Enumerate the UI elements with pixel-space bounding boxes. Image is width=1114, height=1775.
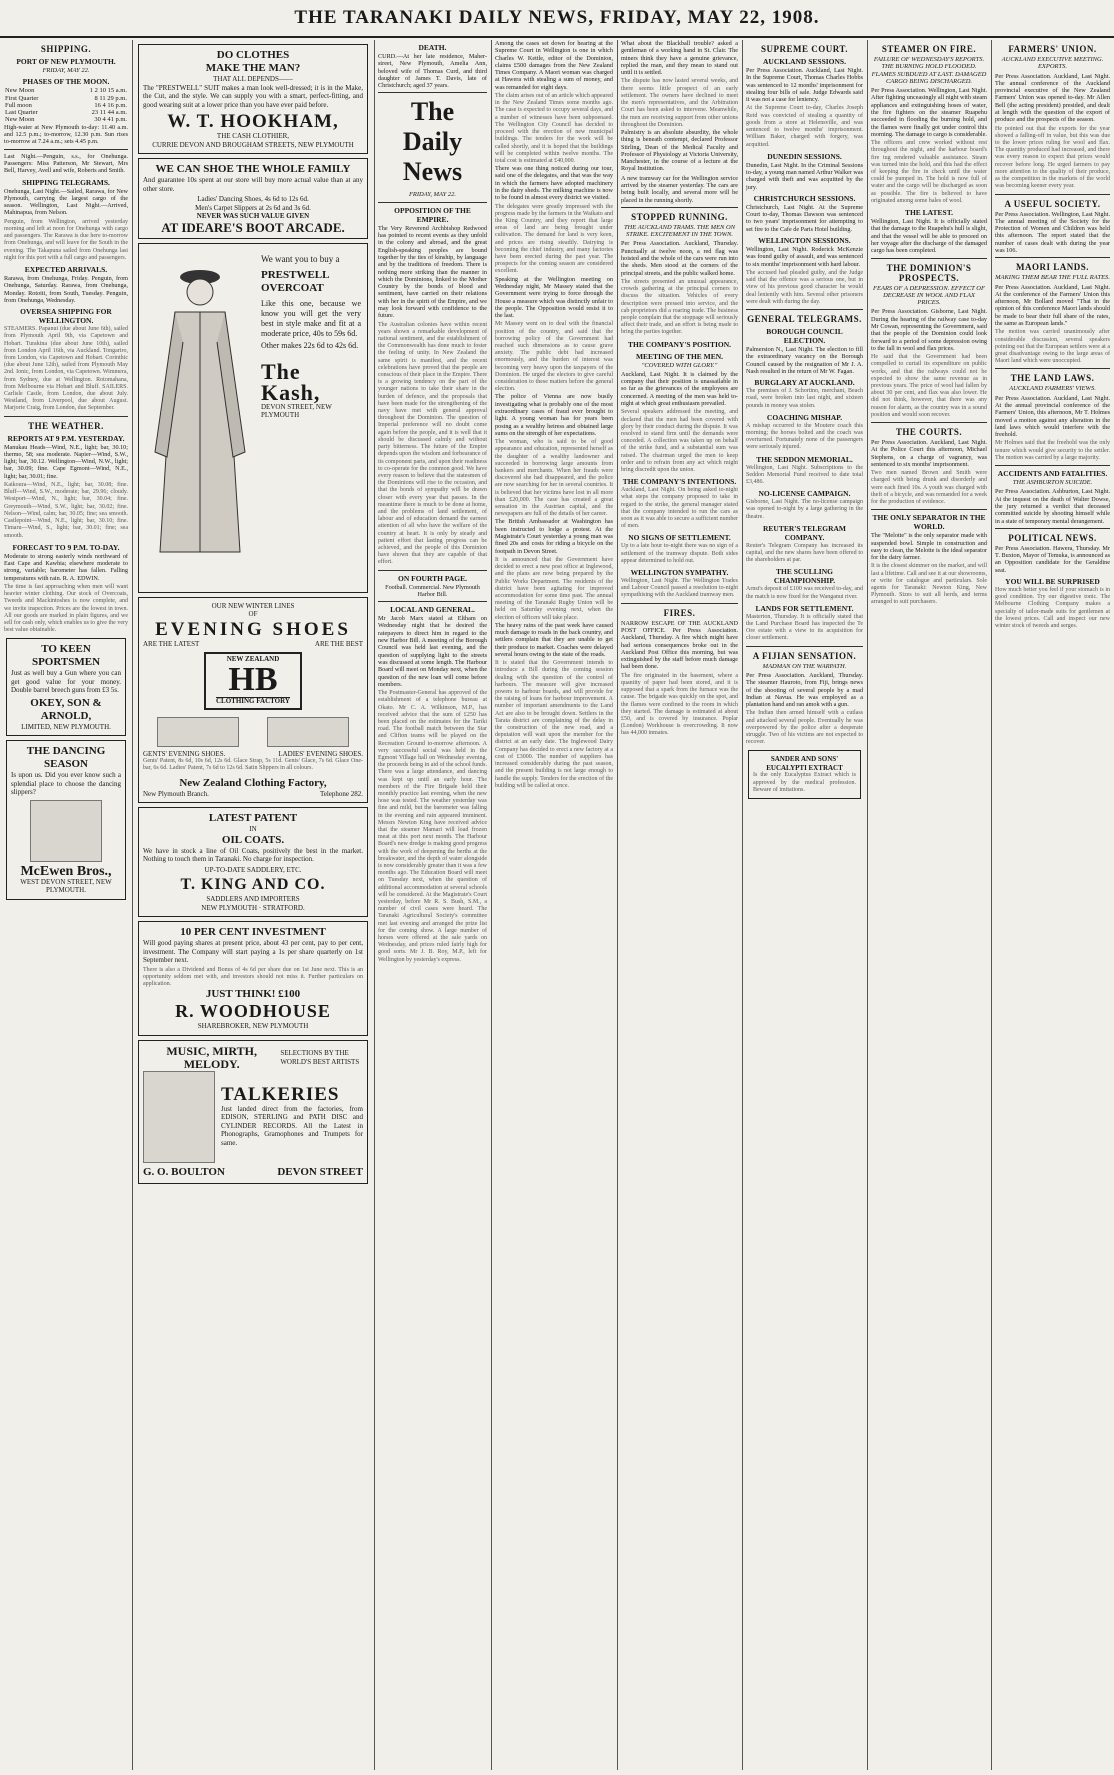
filler-text: The motion was carried unanimously after considerable discussion, several speakers pointing out that the European settlers were at a great disadvantage owing to the large areas of Maori land which were unoccupied. [995,329,1110,365]
news-paragraph: Palmistry is an absolute absurdity, the whole thing is beneath contempt, declared Professor Stirling, Dean of the Medical Faculty and Professor of Physiology at Victoria University, Manchester, in the course of a lecture at the Royal Institution. [621,128,738,173]
christchurch-heading: CHRISTCHURCH SESSIONS. [753,193,856,203]
news-paragraph: Speaking at the Wellington meeting on Wednesday night, Mr Massey stated that the Government were trying to force through the House a measure which was distinctly unfair to the people. The Opposition would resist it to the last. [495,275,613,320]
separator-text: The "Melotte" is the only separator made with suspended bowl. Simple in construction and easy to clean, the Melotte is the ideal separator for the dairy farmer. [871,532,987,562]
filler-text: Gents' Patent, 8s 6d, 10s 6d, 12s 6d. Glace Strap, 5s 11d. Gents' Glace, 7s 6d. Glace One-bar, 6s 6d. Ladies' Patent, 7s 6d to 12s 6d. Satin Slippers in all colours. [143,758,363,772]
column-news-a [495,40,613,1770]
hb-letters: HB [228,661,278,699]
filler-text: He said that the Government had been compelled to curtail its expenditure on public works, and that the railways could not be expected to show the same revenue as in previous years. The price of wool had fallen by about 30 per cent, and flax was also lower. He did not think, however, that there was any reason for alarm, as the country was in a sound position and would soon recover. [871,354,987,418]
company-position-heading: THE COMPANY'S POSITION. [628,339,731,349]
column-steamer [871,40,987,1770]
burglary-heading: BURGLARY AT AUCKLAND. [754,378,855,388]
expected-heading: EXPECTED ARRIVALS. [24,264,108,274]
farmers-text: Per Press Association. Auckland, Last Night. The annual conference of the Auckland provincial executive of the New Zealand Farmers' Union was opened to-day. Mr Allen Bell (the acting president) presided, and dealt at length with the question of the export of produce and the prospects of the season. [995,72,1110,124]
music-sub: SELECTIONS BY THE WORLD'S BEST ARTISTS [280,1049,360,1066]
divider [4,416,128,417]
evening-top: OUR NEW WINTER LINES [211,601,295,610]
news-paragraph: A new tramway car for the Wellington service arrived by the steamer yesterday. The cars are being built locally, and several more will be placed in the running shortly. [621,174,738,204]
shipping-heading: SHIPPING. [40,44,92,54]
fourth-page-items: Football. Commercial. New Plymouth Harbor Bill. [385,583,480,598]
divider [378,202,487,203]
king-ad [138,807,368,917]
dunedin-heading: DUNEDIN SESSIONS. [767,151,842,161]
moon-label: Last Quarter [5,109,38,117]
column-rule [491,40,492,1770]
dominion-text: Per Press Association. Gisborne, Last Night. During the hearing of the railway case to-day Mr Cowan, representing the Government, said that the people of the Dominion could look forward to a period of some depression owing to the fall in wool and flax prices. [871,308,987,352]
intentions-heading: THE COMPANY'S INTENTIONS. [622,477,737,487]
wellington-text: Wellington, Last Night. Roderick McKenzie was found guilty of assault, and was sentenced to six months' imprisonment with hard labour. [746,246,863,268]
maori-sub: MAKING THEM BEAR THE FULL RATES. [995,274,1110,282]
shoe-labels [143,750,363,759]
divider [4,149,128,150]
christchurch-text: Christchurch, Last Night. At the Supreme Court to-day, Thomas Dawson was sentenced to two years' imprisonment for attempting to set fire to the Cafe de Paris Hotel building. [746,203,863,233]
news-paragraph: The heavy rains of the past week have caused much damage to roads in the back country, and settlers complain that they are unable to get their produce to market. Coaches were delayed several hours owing to the state of the roads. [495,621,613,658]
moon-table [4,87,128,123]
reuter-heading: REUTER'S TELEGRAM COMPANY. [762,523,846,542]
farmers-heading: FARMERS' UNION. [1008,44,1097,54]
general-heading: GENERAL TELEGRAMS. [747,313,862,324]
nolicense-heading: NO-LICENSE CAMPAIGN. [758,489,851,499]
filler-text: It is stated that the Government intends to introduce a Bill during the coming session dealing with the question of the control of harbours. The measure will give increased powers to harbour boards, and will provide for the raising of loans for harbour improvement. A number of important amendments to the Land Act are also to be brought down. Settlers in the Tarata district are complaining of the delay in the construction of the new road, and a deputation will wait upon the member for the district at an early date. The Inglewood Dairy Company has decided to erect a new factory at a cost of £3000. The number of suppliers has increased considerably during the past season, and the present building is not large enough to handle the supply. Tenders for the erection of the building will be called at once. [495,660,613,789]
news-paragraph: The British Ambassador at Washington has been instructed to lodge a protest. At the Magistrate's Court yesterday a young man was fined 20s and costs for riding a bicycle on the footpath in Devon Street. [495,518,613,555]
sympathy-heading: WELLINGTON SYMPATHY. [630,568,729,578]
moon-value: 8 11 29 p.m. [94,94,127,102]
filler-text: The accused had pleaded guilty, and the Judge said that the offence was a serious one, but in view of his previous good character he would deal leniently with him. Several other prisoners were dealt with during the day. [746,269,863,305]
clothes-body: The "PRESTWELL" SUIT makes a man look well-dressed; it is in the Make, the Cut, and the style. We can supply you with a smart, perfect-fitting, and good wearing suit at a lower price than you have ever paid before. [143,83,363,109]
column-rule [132,40,133,1770]
filler-text: How much better you feel if your stomach is in good condition. Try our digestive tonic. The Melbourne Clothing Company makes a specialty of tailor-made suits for gentlemen at the lowest prices. Call and inspect our new winter stock of tweeds and serges. [995,587,1110,630]
overcoat-illustration [145,252,255,572]
divider [378,92,487,93]
court-heading: SUPREME COURT. [760,44,849,54]
forecast-text: Moderate to strong easterly winds northward of East Cape and Kawhia; elsewhere moderate to strong, variable; barometer has fallen. Falling temperatures with rain. R. A. EDWIN. [4,552,128,582]
talkeries-row [143,1071,363,1163]
maori-text: Per Press Association. Auckland, Last Night. At the conference of the Farmers' Union this afternoon, Mr Bollard moved "That in the opinion of this conference Maori lands should be made to bear their full share of the rates, the same as European lands." [995,283,1110,328]
shoe-sub: And guarantee 10s spent at our store will buy more actual value than at any other store. [143,176,363,193]
filler-text: The delegates were greatly impressed with the progress made by the farmers in the Waikato and the King Country, and they report that large areas of land are being brought under cultivation. The demand for land is very keen, and prices are rising steadily. Dairying is becoming the chief industry, and many factories have been erected during the past year. The prospects for the coming season are considered excellent. [495,203,613,275]
editorial-text: The Very Reverend Archbishop Redwood has pointed to recent events as they unfold in the colony and abroad, and the great English-speaking peoples are bound together by the ties of kinship, by language and by the traditions of freedom. There is nothing more striking than the manner in which the Dominions, linked to the Mother Country by the bonds of blood and sentiment, have carried on their relations with her in the spirit of the Empire, and we may look forward with confidence to the future. [378,224,487,320]
music-title: MUSIC, MIRTH, MELODY. [166,1043,257,1071]
evening-taglines [143,640,363,649]
filler-text: He pointed out that the exports for the year showed a falling-off in value, but this was due to the lower prices ruling for wool and flax. The quantity produced had increased, and there was every reason to expect that prices would recover before long. He urged farmers to pay more attention to the quality of their produce, as the competition in the markets of the world was becoming keener every year. [995,125,1110,190]
surprised-heading: YOU WILL BE SURPRISED [1005,577,1100,587]
editorial-date: FRIDAY, MAY 22. [408,191,457,199]
weather-text: Manukau Heads—Wind, N.E., light; bar, 30.10; thermo, 58; sea moderate. Napier—Wind, S.W., light; bar, 30.12. Wellington—Wind, N.W., light; bar, 30.09; fine. Cape Egmont—Wind, N.E., light; bar, 30.01; fine. [4,443,128,480]
filler-text: It is the closest skimmer on the market, and will last a lifetime. Call and see it at our showrooms, or write for catalogue and particulars. Sole agents for Taranaki: Newton King, New Plymouth. Sizes to suit all herds, and terms arranged to suit purchasers. [871,563,987,606]
maori-heading: MAORI LANDS. [1015,262,1089,273]
boulton-ad [138,1040,368,1184]
divider [621,207,738,208]
nzcf-line [143,790,363,799]
daily-news-title: The Daily News [402,97,463,187]
filler-text: The streets presented an unusual appearance, crowds gathering at the principal corners to discuss the situation. Vehicles of every description were pressed into service, and the cab proprietors did a roaring trade. The business people complain that the stoppage will seriously affect their trade, and an effort is being made to bring the parties together. [621,278,738,336]
shipping-date: FRIDAY, MAY 22. [42,67,90,74]
filler-text: There is also a Dividend and Bonus of 4s 6d per share due on 1st June next. This is an opportunity seldom met with, and investors should not miss it. Further particulars on application. [143,966,363,987]
hookham-name: W. T. HOOKHAM, [167,111,339,132]
divider [995,465,1110,466]
kash-other: Other makes 22s 6d to 42s 6d. [261,340,359,350]
shoe-price: Ladies' Dancing Shoes, 4s 6d to 12s 6d. [197,195,309,203]
boulton-address: DEVON STREET [277,1165,363,1178]
stopped-heading: STOPPED RUNNING. [631,211,728,222]
filler-text: A mishap occurred to the Moutere coach this morning; the horses bolted and the coach was overturned. Fortunately none of the passengers were seriously injured. [746,422,863,451]
clothes-heading: DO CLOTHES [216,49,290,61]
evening-of: OF [248,610,258,618]
sculling-heading: THE SCULLING CHAMPIONSHIP. [773,567,836,586]
divider [746,309,863,310]
filler-text: Kaikoura—Wind, N.E., light; bar, 30.08; fine. Bluff—Wind, S.W., moderate; bar, 29.96; cloudy. Westport—Wind, N., light; bar, 30.04; fine. Greymouth—Wind, S.W., light; bar, 30.02; fine. Nelson—Wind, calm; bar, 30.05; fine; sea smooth. Castlepoint—Wind, N.E., light; bar, 30.10; fine. Timaru—Wind, S., light; bar, 30.01; fine; sea smooth. [4,482,128,539]
dominion-heading: THE DOMINION'S PROSPECTS. [886,262,972,283]
telegrams-heading: SHIPPING TELEGRAMS. [22,177,110,187]
accidents-sub: THE ASHBURTON SUICIDE. [1012,479,1093,487]
patent-coats: OIL COATS. [221,833,285,846]
coach-heading: COACHING MISHAP. [766,412,843,422]
filler-text: Gisborne, Last Night. The no-license campaign was opened to-night by a large gathering in the theatre. [746,499,863,520]
divider [995,368,1110,369]
patent-in: IN [249,825,257,833]
evening-shoes-ad [138,597,368,804]
table-row [4,102,128,109]
filler-text: At the Supreme Court to-day, Charles Joseph Reid was convicted of stealing a quantity of goods from a store at Helensville, and was sentenced to twelve months' imprisonment. William Baker, charged with forgery, was acquitted. [746,105,863,148]
filler-text: Wellington, Last Night. The Wellington Trades and Labour Council passed a resolution to-night sympathising with the Auckland tramway men. [621,578,738,599]
news-paragraph: The police of Vienna are now busily investigating what is probably one of the most extraordinary cases of fraud ever brought to light. A young woman has for years been posing as a wealthy heiress and obtained large sums on the strength of her expectations. [495,393,613,437]
stopped-sub: THE AUCKLAND TRAMS. THE MEN ON STRIKE. EXCITEMENT IN THE TOWN. [623,223,736,239]
invest-body: Will good paying shares at present price, about 43 per cent, pay to per cent, investment. The Company will start paying a 1s per share quarterly on 1st September next. [143,939,363,964]
column-editorial [378,40,487,1770]
clothes-answer: THAT ALL DEPENDS—— [213,75,293,83]
nzcf-telephone: Telephone 282. [319,789,363,798]
patent-body: We have in stock a line of Oil Coats, positively the best in the market. Nothing to touch them in Taranaki. No charge for inspection. [143,846,363,863]
filler-text: The Australian colonies have within recent years shown a remarkable development of national sentiment, and the establishment of the Commonwealth has done much to foster the feeling of unity. In New Zealand the same spirit is manifest, and the recent celebrations have proved that the people are conscious of their place in the Empire. There is a growing tendency on the part of the younger nations to take their share in the burden of defence, and the proposals that have been made for the strengthening of the navy have met with general approval throughout the Dominion. The question of Imperial preference will no doubt come again before the people, and it is well that it should be discussed calmly and without party bitterness. The future of the Empire depends upon the wisdom and forbearance of its component parts, and upon their readiness to co-operate for the common good. We have every reason to believe that the statesmen of the Dominions will rise to the occasion, and that the bonds of sympathy will be drawn closer with every year that passes. In the meantime there is much to be done at home, and the problems of land settlement, of labour and of education demand the earnest attention of all who have the welfare of the country at heart. It is only by steady and patient effort that lasting progress can be achieved, and the people of this Dominion have shown that they are capable of that effort. [378,321,487,566]
land-sub: AUCKLAND FARMERS' VIEWS. [1009,385,1096,393]
shoe-title: WE CAN SHOE THE WHOLE FAMILY [155,163,351,175]
filler-text: Arnst's deposit of £100 was received to-day, and the match is now fixed for the Wanganui river. [746,586,863,600]
invest-title: 10 PER CENT INVESTMENT [180,926,326,938]
sander-title: SANDER AND SONS' EUCALYPTI EXTRACT [766,755,843,772]
divider [871,422,987,423]
slipper-illustration [30,800,102,862]
table-row [4,116,128,123]
patent-title: LATEST PATENT [208,812,298,824]
wellington-heading: WELLINGTON SESSIONS. [758,236,851,246]
shoe-illustration [157,717,239,747]
filler-text: Reuter's Telegram Company has increased its capital, and the new shares have been offered to the shareholders at par. [746,542,863,564]
king-towns: NEW PLYMOUTH · STRATFORD. [201,903,305,912]
dunedin-text: Dunedin, Last Night. In the Criminal Sessions to-day, a young man named Arthur Walker was charged with theft and was acquitted by the jury. [746,161,863,191]
clothes-question: MAKE THE MAN? [205,62,301,74]
filler-text: Is the only Eucalyptus Extract which is approved by the medical profession. Beware of imitations. [753,772,856,793]
ideare-ad [138,158,368,239]
divider [746,646,863,647]
moon-value: 30 4 41 p.m. [94,116,127,124]
edison-portrait [143,1071,215,1163]
local-text: Mr Jacob Marx stated at Eltham on Wednesday night that he desired the ratepayers to direct him in regard to the new Harbor Bill. A meeting of the Borough Council was held last evening, and the question of supplying light to the streets was discussed at some length. The Harbour Board will meet on Monday next, when the question of the new loan will come before members. [378,615,487,688]
hookham-ad [138,44,368,154]
moon-value: 23 11 44 a.m. [91,109,127,117]
divider [871,258,987,259]
king-name: T. KING AND CO. [180,876,326,893]
hb-clothing: CLOTHING FACTORY [216,697,290,706]
highwater-text: High-water at New Plymouth to-day: 11.40 a.m. and 12.5 p.m.; to-morrow, 12.30 p.m. Sun rises to-morrow at 7.24 a.m.; sets 4.45 p.m. [4,123,128,146]
meeting-text: Auckland, Last Night. It is claimed by the company that their position is unassailable in so far as the grievances of the employees are concerned. A meeting of the men was held to-night at which great enthusiasm prevailed. [621,370,738,408]
table-row [4,95,128,102]
column-news-b [621,40,738,1770]
weather-heading: THE WEATHER. [28,420,104,431]
accidents-heading: ACCIDENTS AND FATALITIES. [997,469,1108,479]
kash-why: Like this one, because we know you will get the very best in style make and fit at a moderate price, 40s to 59s 6d. [261,298,361,338]
kash-name: The Kash, [261,358,321,405]
ideare-name: AT IDEARE'S BOOT ARCADE. [161,219,345,235]
hb-logo [204,652,302,710]
filler-text: The premises of J. Schortino, merchant, Beach road, were broken into last night, and sixteen pounds in money was stolen. [746,388,863,409]
accidents-text: Per Press Association. Ashburton, Last Night. At the inquest on the death of Walter Dowse, the jury returned a verdict that deceased committed suicide by shooting himself while in a state of temporary mental derangement. [995,488,1110,525]
column-rule [867,40,868,1770]
gents-label: GENTS' EVENING SHOES. [143,749,226,758]
woodhouse-ad [138,921,368,1036]
expected-text: Rarawa, from Onehunga, Friday. Penguin, from Onehunga, Saturday. Rarawa, from Onehunga, Monday. Rotoiti, from South, Tuesday. Penguin, from Onehunga, Wednesday. [4,274,128,304]
hookham-sub: THE CASH CLOTHIER, [216,132,290,140]
kash-prestwell: PRESTWELL OVERCOAT [261,268,329,294]
fijian-sub: MADMAN ON THE WARPATH. [762,662,847,670]
lands-heading: LANDS FOR SETTLEMENT. [755,603,854,613]
political-text: Per Press Association. Hawera, Thursday. Mr T. Buxton, Mayor of Temuka, is announced as an Opposition candidate for the Geraldine seat. [995,544,1110,574]
divider [995,194,1110,195]
no-signs-heading: NO SIGNS OF SETTLEMENT. [628,533,731,543]
woodhouse-name: R. WOODHOUSE [175,1001,331,1022]
dancing-title: THE DANCING SEASON [26,745,106,771]
general-sub: BOROUGH COUNCIL ELECTION. [766,326,843,345]
moon-label: Full moon [5,101,32,109]
courts-heading: THE COURTS. [895,427,963,438]
stopped-text: Per Press Association. Auckland, Thursday. Punctually at twelve noon, a red flag was hoisted and the whole of the cars were run into the sheds. Men stood at the corners of the principal streets, and the public walked home. [621,240,738,277]
boulton-footer [143,1166,363,1179]
court-text: Per Press Association. Auckland, Last Night. In the Supreme Court, Thomas Charles Hobbs was sentenced to 12 months' imprisonment for stealing four bills of sale. Judge Edwards said it was not a case for leniency. [746,67,863,104]
steamer-text: Per Press Association. Wellington, Last Night. After fighting unceasingly all night with steam appliances and extinguishing hoses of water, the fire fighters on the steamer Ruapehu succeeded in flooding the burning hold, and the flames were finally got under control this morning. The damage to cargo is considerable. [871,87,987,138]
invest-think: JUST THINK! £100 [205,988,301,1001]
divider [995,257,1110,258]
filler-text: Auckland, Last Night. On being asked to-night what steps the company proposed to take in regard to the strike, the general manager stated that the company intended to run the cars as soon as it was able to secure a sufficient number of men. [621,487,738,530]
death-text: CURD.—At her late residence, Maher-street, New Plymouth, Amelia Ann, beloved wife of Thomas Curd, and third daughter of James T. Davis, late of Christchurch; aged 37 years. [378,53,487,90]
dancing-text: Is upon us. Did you ever know such a splendial place to choose the dancing slippers? [11,771,121,797]
hookham-address: CURRIE DEVON AND BROUGHAM STREETS, NEW PLYMOUTH [152,140,354,149]
shoe-row [143,717,363,747]
fires-heading: FIRES. [663,607,696,618]
land-text: Per Press Association. Auckland, Last Night. At the annual provincial conference of the Farmers' Union, this afternoon, Mr T. Holmes moved a motion against any alteration in the land laws which would interfere with the freehold. [995,394,1110,439]
filler-text: Several speakers addressed the meeting, and declared that the men had been covered with glory by their conduct during the dispute. It was resolved to stand firm until the demands were conceded. A collection was taken up on behalf of the strike fund, and a substantial sum was raised. The chairman urged the men to keep order and to refrain from any act which might bring discredit upon the union. [621,409,738,473]
column-rule [991,40,992,1770]
shoe-price: Men's Carpet Slippers at 2s 6d and 3s 6d. [195,203,311,212]
filler-text: The dispute has now lasted several weeks, and there seems little prospect of an early settlement. The owners have declined to meet the men's representatives, and the Arbitration Court has been asked to intervene. Meanwhile, the men are receiving support from other unions throughout the Dominion. [621,78,738,128]
moon-label: First Quarter [5,94,39,102]
courts-text: Per Press Association. Auckland, Last Night. At the Police Court this afternoon, Michael Stephens, on a charge of vagrancy, was sentenced to six months' imprisonment. [871,439,987,468]
filler-text: It is announced that the Government have decided to erect a new post office at Inglewood, and the plans are now being prepared by the Public Works Department. The residents of the district have been agitating for improved accommodation for some time past. The annual meeting of the Taranaki Rugby Union will be held on Saturday evening next, when the election of officers will take place. [495,556,613,621]
boulton-name: G. O. BOULTON [143,1165,225,1178]
column-courts [746,40,863,1770]
kash-address: DEVON STREET, NEW PLYMOUTH [261,402,332,419]
nzcf-title: New Zealand Clothing Factory, [179,776,327,789]
sander-ad [748,750,861,799]
local-heading: LOCAL AND GENERAL. [390,605,475,615]
moon-label: New Moon [5,116,35,124]
seddon-heading: THE SEDDON MEMORIAL. [756,454,853,464]
sportsmen-text: Just as well buy a Gun where you can get good value for your money. Double barrel breech guns from £3 5s. [11,669,121,695]
telegrams-text: Onehunga, Last Night.—Sailed, Rarawa, for New Plymouth, carrying the largest cargo of the season. Wellington, Last Night.—Arrived, Mahinapua, from Nelson. [4,187,128,217]
divider [378,570,487,571]
weather-subheading: REPORTS AT 9 P.M. YESTERDAY. [7,433,125,443]
divider [995,528,1110,529]
column-farmers [995,40,1110,1770]
news-paragraph: Among the cases set down for hearing at the Supreme Court in Wellington is one in which Charles W. Kettle, editor of the Dominion, claims £500 damages from the New Zealand Times Company. A Maori woman was charged at Hawera with stealing a sum of money, and was remanded for eight days. [495,40,613,91]
farmers-sub: AUCKLAND EXECUTIVE MEETING. EXPORTS. [1001,56,1104,71]
kash-ad [138,243,368,593]
filler-text: STEAMERS. Papanui (due about June 6th), sailed from Plymouth April 9th, via Capetown and Hobart. Turakina (due about June 10th), sailed from London April 16th, via Auckland. Tongariro, from London, via Capetown and Hobart. Corinthic (due about June 12th), sailed from Plymouth May 2nd. Ionic, from London, via Capetown. Wimmera, from Sydney, due at Wellington. Rotomahana, from Melbourne via Hobart and Bluff. SAILERS. Carlisle Castle, from London, due about July. Westland, from Liverpool, due about August. Marjorie Craig, from London, due September. [4,326,128,412]
table-row [4,109,128,116]
evening-best: ARE THE BEST [314,639,363,648]
dominion-sub: FEARS OF A DEPRESSION. EFFECT OF DECREASE IN WOOL AND FLAX PRICES. [873,284,985,307]
overseas-heading: OVERSEA SHIPPING FOR WELLINGTON. [20,307,112,326]
filler-text: Two men named Brown and Smith were charged with being drunk and disorderly and were each fined 10s. A youth was charged with theft of a bicycle, and was remanded for a week for the production of evidence. [871,470,987,506]
column-rule [374,40,375,1770]
shoe-illustration [267,717,349,747]
editorial-heading: OPPOSITION OF THE EMPIRE. [394,205,471,224]
woodhouse-sub: SHAREBROKER, NEW PLYMOUTH [197,1022,309,1031]
filler-text: The Indian then armed himself with a cutlass and attacked several people. Eventually he was overpowered by the police after a desperate struggle. Two of his victims are not expected to recover. [746,710,863,746]
separator-heading: THE ONLY SEPARATOR IN THE WORLD. [872,513,986,532]
column-rule [742,40,743,1770]
sportsmen-ad [6,638,126,736]
filler-text: Mr Massey went on to deal with the financial position of the country, and said that the borrowing policy of the Government had reached such dimensions as to cause grave anxiety. The public debt had increased enormously, and the burden of interest was becoming very heavy upon the taxpayers of the Dominion. He urged the electors to give careful consideration to these matters before the general election. [495,321,613,393]
ladies-label: LADIES' EVENING SHOES. [278,749,363,758]
land-heading: THE LAND LAWS. [1010,373,1095,384]
arrivals-text: Last Night.—Penguin, s.s., for Onehunga. Passengers: Miss Patterson, Mr Stewart, Mrs Bell, Harvey, Avell and wife, Roberts and Smith. [4,152,128,175]
filler-text: The fire originated in the basement, where a quantity of paper had been stored, and it is supposed that a spark from the furnace was the cause. The brigade was quickly on the spot, and the flames were confined to the room in which they started. The damage is estimated at about £50, and is covered by insurance. Poplar (London) Workhouse is overcrowding. It now has 44,000 inmates. [621,672,738,737]
masthead-title: THE TARANAKI DAILY NEWS, FRIDAY, MAY 22, 1908. [0,0,1114,38]
forecast-heading: FORECAST TO 9 P.M. TO-DAY. [12,542,120,552]
mcewen-name: McEwen Bros., [20,863,112,879]
fijian-text: Per Press Association. Auckland, Thursday. The steamer Hauroto, from Fiji, brings news of the shooting of several people by a mad Indian at Navua. He was employed as a plantation hand and ran amok with a gun. [746,671,863,709]
filler-text: Masterton, Thursday. It is officially stated that the Land Purchase Board has inspected the Te Ore estate with a view to its acquisition for closer settlement. [746,613,863,642]
meeting-heading: MEETING OF THE MEN. [635,351,724,361]
steamer-heading: STEAMER ON FIRE. [881,44,977,54]
never-text: NEVER WAS SUCH VALUE GIVEN [196,212,310,220]
divider [378,601,487,602]
fourth-page-heading: ON FOURTH PAGE. [398,573,467,583]
death-heading: DEATH. [418,43,447,52]
evening-latest: ARE THE LATEST [143,639,200,648]
patent-saddlery: UP-TO-DATE SADDLERY, ETC. [204,865,302,874]
sportsmen-title: TO KEEN SPORTSMEN [31,643,101,669]
king-sub: SADDLERS AND IMPORTERS [206,895,300,903]
talkeries-title: TALKERIES [221,1083,340,1105]
moon-value: 16 4 16 p.m. [94,101,127,109]
hb-nz: NEW ZEALAND [226,655,280,663]
column-shipping [4,40,128,1770]
filler-text: The time is fast approaching when men will want heavier winter clothing. Our stock of Overcoats, Tweeds and Mackintoshes is now complete, and we invite inspection. Prices are the lowest in town. All our goods are marked in plain figures, and we sell for cash only, which enables us to give the very best value obtainable. [4,583,128,634]
fires-text: NARROW ESCAPE OF THE AUCKLAND POST OFFICE. Per Press Association. Auckland, Thursday. A fire which might have had serious consequences broke out in the Auckland Post Office this morning, but was extinguished by the staff before much damage had been done. [621,619,738,671]
filler-text: Wellington, Last Night. Subscriptions to the Seddon Memorial Fund received to date total £3,486. [746,464,863,485]
moon-label: New Moon [5,87,35,95]
kash-want: We want you to buy a [261,253,340,264]
okey-sub: LIMITED, NEW PLYMOUTH. [21,722,111,731]
latest-text: Wellington, Last Night. It is officially stated that the damage to the Ruapehu's hull is slight, and that the vessel will be able to proceed on her voyage after the discharge of the damaged cargo has been completed. [871,218,987,255]
moon-heading: PHASES OF THE MOON. [22,77,110,87]
mcewen-sub: WEST DEVON STREET, NEW PLYMOUTH. [20,877,112,895]
latest-heading: THE LATEST. [904,208,954,218]
okey-name: OKEY, SON & ARNOLD, [30,696,102,722]
filler-text: The claim arises out of an article which appeared in the New Zealand Times some months ago. The case is expected to occupy several days, and a number of witnesses have been subpoenaed. The Wellington City Council has decided to proceed with the erection of new municipal buildings. The tenders for the work will be called shortly, and it is hoped that the buildings will be completed within twelve months. The total cost is estimated at £40,000. [495,93,613,164]
talkeries-body: Just landed direct from the factories, from EDISON, STERLING and PATH DISC and CYLINDER RECORDS. All the Latest in Phonographs, Gramophones and Trumpets for same. [221,1104,363,1147]
news-paragraph: What about the Blackball trouble? asked a gentleman of a working hand in St. Clair. The miners think they have a genuine grievance, replied the man, and they mean to stand out until it is settled. [621,40,738,77]
music-header [143,1045,363,1071]
divider [871,509,987,510]
meeting-sub: "COVERED WITH GLORY." [641,361,718,369]
news-paragraph: There was one thing noticed during our tour, said one of the delegates, and that was the way in which the farmers have adopted machinery in the dairy sheds. The milking machine is now to be found in almost every district we visited. [495,165,613,202]
filler-text: The officers and crew worked without rest throughout the night, and the harbour board's fire tug rendered valuable assistance. Steam was turned into the hold, and this had the effect of keeping the fire in check until the water could be pumped in. The hold is now full of water and the cargo will be discharged as soon as possible. The fire is believed to have originated among some bales of wool. [871,140,987,204]
filler-text: Penguin, from Wellington, arrived yesterday morning and left at noon for Onehunga with cargo and passengers. The Rarawa is due here to-morrow from Onehunga, and will leave for the South in the evening. The Takapuna sailed from Onehunga last night for this port with a full cargo and passengers. [4,218,128,261]
column-adverts [136,40,370,1770]
political-heading: POLITICAL NEWS. [1008,532,1097,543]
table-row [4,87,128,94]
port-heading: PORT OF NEW PLYMOUTH. [16,57,116,66]
fijian-heading: A FIJIAN SENSATION. [752,650,857,661]
filler-text: The woman, who is said to be of good appearance and education, represented herself as the daughter of a wealthy landowner and succeeded in borrowing large amounts from bankers and merchants. When her frauds were discovered she had disappeared, and the police are now searching for her in several countries. It is believed that her victims have lost in all more than £20,000. The case has created a great sensation in the Austrian capital, and the newspapers are full of the details of her career. [495,439,613,518]
useful-text: Per Press Association. Wellington, Last Night. The annual meeting of the Society for the Protection of Women and Children was held this afternoon. The report stated that the number of cases dealt with during the year was 106. [995,210,1110,254]
general-text: Palmerston N., Last Night. The election to fill the extraordinary vacancy on the Borough Council caused by the resignation of Mr J. A. Nash resulted in the return of Mr W. Fagan. [746,345,863,375]
column-rule [617,40,618,1770]
useful-heading: A USEFUL SOCIETY. [1004,198,1101,209]
filler-text: Up to a late hour to-night there was no sign of a settlement of the tramway dispute. Both sides appear determined to hold out. [621,543,738,564]
filler-text: Mr Holmes said that the freehold was the only tenure which would give security to the settler. The motion was carried by a large majority. [995,440,1110,461]
filler-text: The Postmaster-General has approved of the establishment of a telephone bureau at Okato. Mr C. A. Wilkinson, M.P., has received advice that the sum of £250 has been placed on the estimates for the Tariki road. The football match between the Star and Clifton teams will be played on the Recreation Ground to-morrow afternoon. A very successful social was held in the Egmont Village hall on Wednesday evening, the proceeds being in aid of the school funds. There was a large attendance, and dancing was kept up until an early hour. The members of the Fire Brigade held their monthly practice last evening, when the new hose was tested. The weather yesterday was fine and mild, but the barometer was falling in the evening and rain appeared imminent. Messrs Newton King have received advice that the steamer Mamari will load frozen meat at this port next month. The Harbour Board's new dredge is making good progress with the work of deepening the berths at the breakwater, and the depth of water alongside is now considerably greater than it was a few months ago. The Education Board will meet on Tuesday next, when the question of additional accommodation at several schools will be considered. At the Magistrate's Court yesterday, before Mr R. S. Bush, S.M., a number of civil cases were heard. The Taranaki Agricultural Society's committee met last evening and arranged the prize list for the coming show. A large number of horses were offered at the sale yards on Wednesday, and prices ruled fairly high for good sorts. Mr J. B. Roy, M.P., left for Wellington by yesterday's express. [378,690,487,963]
steamer-sub: FAILURE OF WEDNESDAY'S REPORTS. THE BURNING HOLD FLOODED. FLAMES SUBDUED AT LAST. DAMAGED CARGO BEING DISCHARGED. [871,56,987,85]
dancing-ad [6,740,126,900]
evening-title: EVENING SHOES [155,618,351,640]
court-sub: AUCKLAND SESSIONS. [763,57,846,66]
divider [621,603,738,604]
moon-value: 1 2 10 15 a.m. [89,87,127,95]
nzcf-branch: New Plymouth Branch. [143,789,209,798]
